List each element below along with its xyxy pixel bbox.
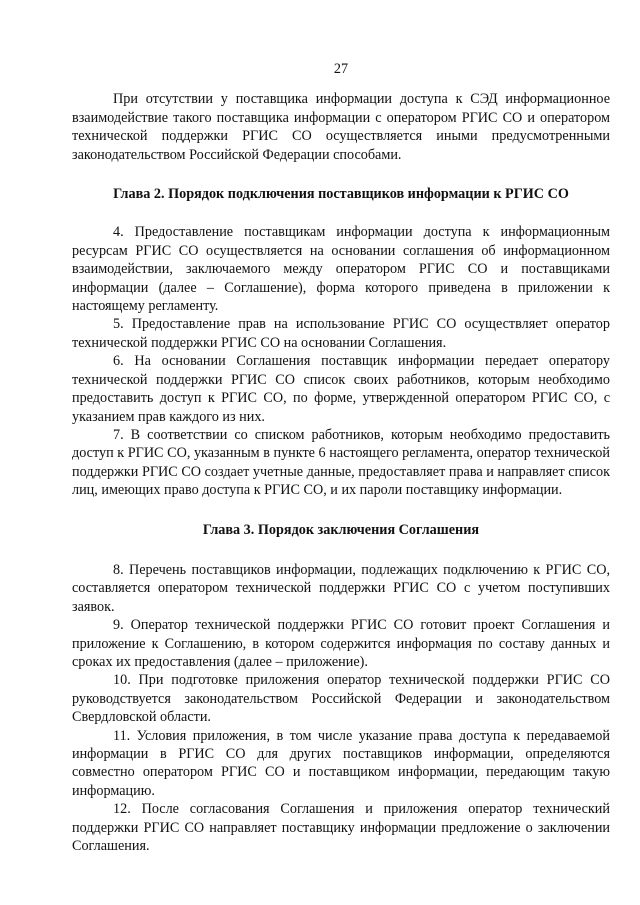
page-number: 27 bbox=[333, 61, 349, 77]
chapter-3-heading: Глава 3. Порядок заключения Соглашения bbox=[202, 521, 480, 538]
document-page bbox=[72, 60, 610, 855]
chapter-2-heading: Глава 2. Порядок подключения поставщиков информации к РГИС СО bbox=[113, 186, 569, 203]
paragraph-10: 10. При подготовке приложения оператор технической поддержки РГИС СО руководствуется законодательством Российской Федерации и законодательством Свердловской области. bbox=[72, 672, 610, 726]
paragraph-4: 4. Предоставление поставщикам информации доступа к информационным ресурсам РГИС СО осуществляется на основании соглашения об информационном взаимодействии, заключаемого между оператором РГИС СО и поставщиками информации (далее – Соглашение), форма которого приведена в приложении к настоящему регламенту. bbox=[72, 224, 610, 315]
intro-paragraph: При отсутствии у поставщика информации доступа к СЭД информационное взаимодействие такого поставщика информации с оператором РГИС СО и оператором технической поддержки РГИС СО осуществляется иными предусмотренными законодательством Российской Федерации способами. bbox=[72, 91, 610, 163]
paragraph-9: 9. Оператор технической поддержки РГИС СО готовит проект Соглашения и приложение к Соглашению, в котором содержится информация по составу данных и сроках их предоставления (далее – приложение). bbox=[72, 617, 610, 670]
paragraph-8: 8. Перечень поставщиков информации, подлежащих подключению к РГИС СО, составляется оператором технической поддержки РГИС СО с учетом поступивших заявок. bbox=[72, 561, 610, 615]
paragraph-11: 11. Условия приложения, в том числе указание права доступа к передаваемой информации в РГИС СО для других поставщиков информации, определяются совместно оператором РГИС СО и поставщиком информации, передающим такую информацию. bbox=[72, 727, 610, 799]
paragraph-6: 6. На основании Соглашения поставщик информации передает оператору технической поддержки РГИС СО список своих работников, которым необходимо предоставить доступ к РГИС СО, по форме, утвержденной оператором РГИС СО, с указанием прав каждого из них. bbox=[72, 353, 610, 425]
paragraph-12: 12. После согласования Соглашения и приложения оператор технический поддержки РГИС СО направляет поставщику информации предложение о заключении Соглашения. bbox=[72, 801, 610, 855]
paragraph-7: 7. В соответствии со списком работников, которым необходимо предоставить доступ к РГИС СО, указанным в пункте 6 настоящего регламента, оператор технической поддержки РГИС СО создает учетные данные, предоставляет права и направляет список лиц, имеющих право доступа к РГИС СО, и их пароли поставщику информации. bbox=[72, 426, 610, 499]
paragraph-5: 5. Предоставление прав на использование РГИС СО осуществляет оператор технической поддержки РГИС СО на основании Соглашения. bbox=[72, 316, 610, 351]
